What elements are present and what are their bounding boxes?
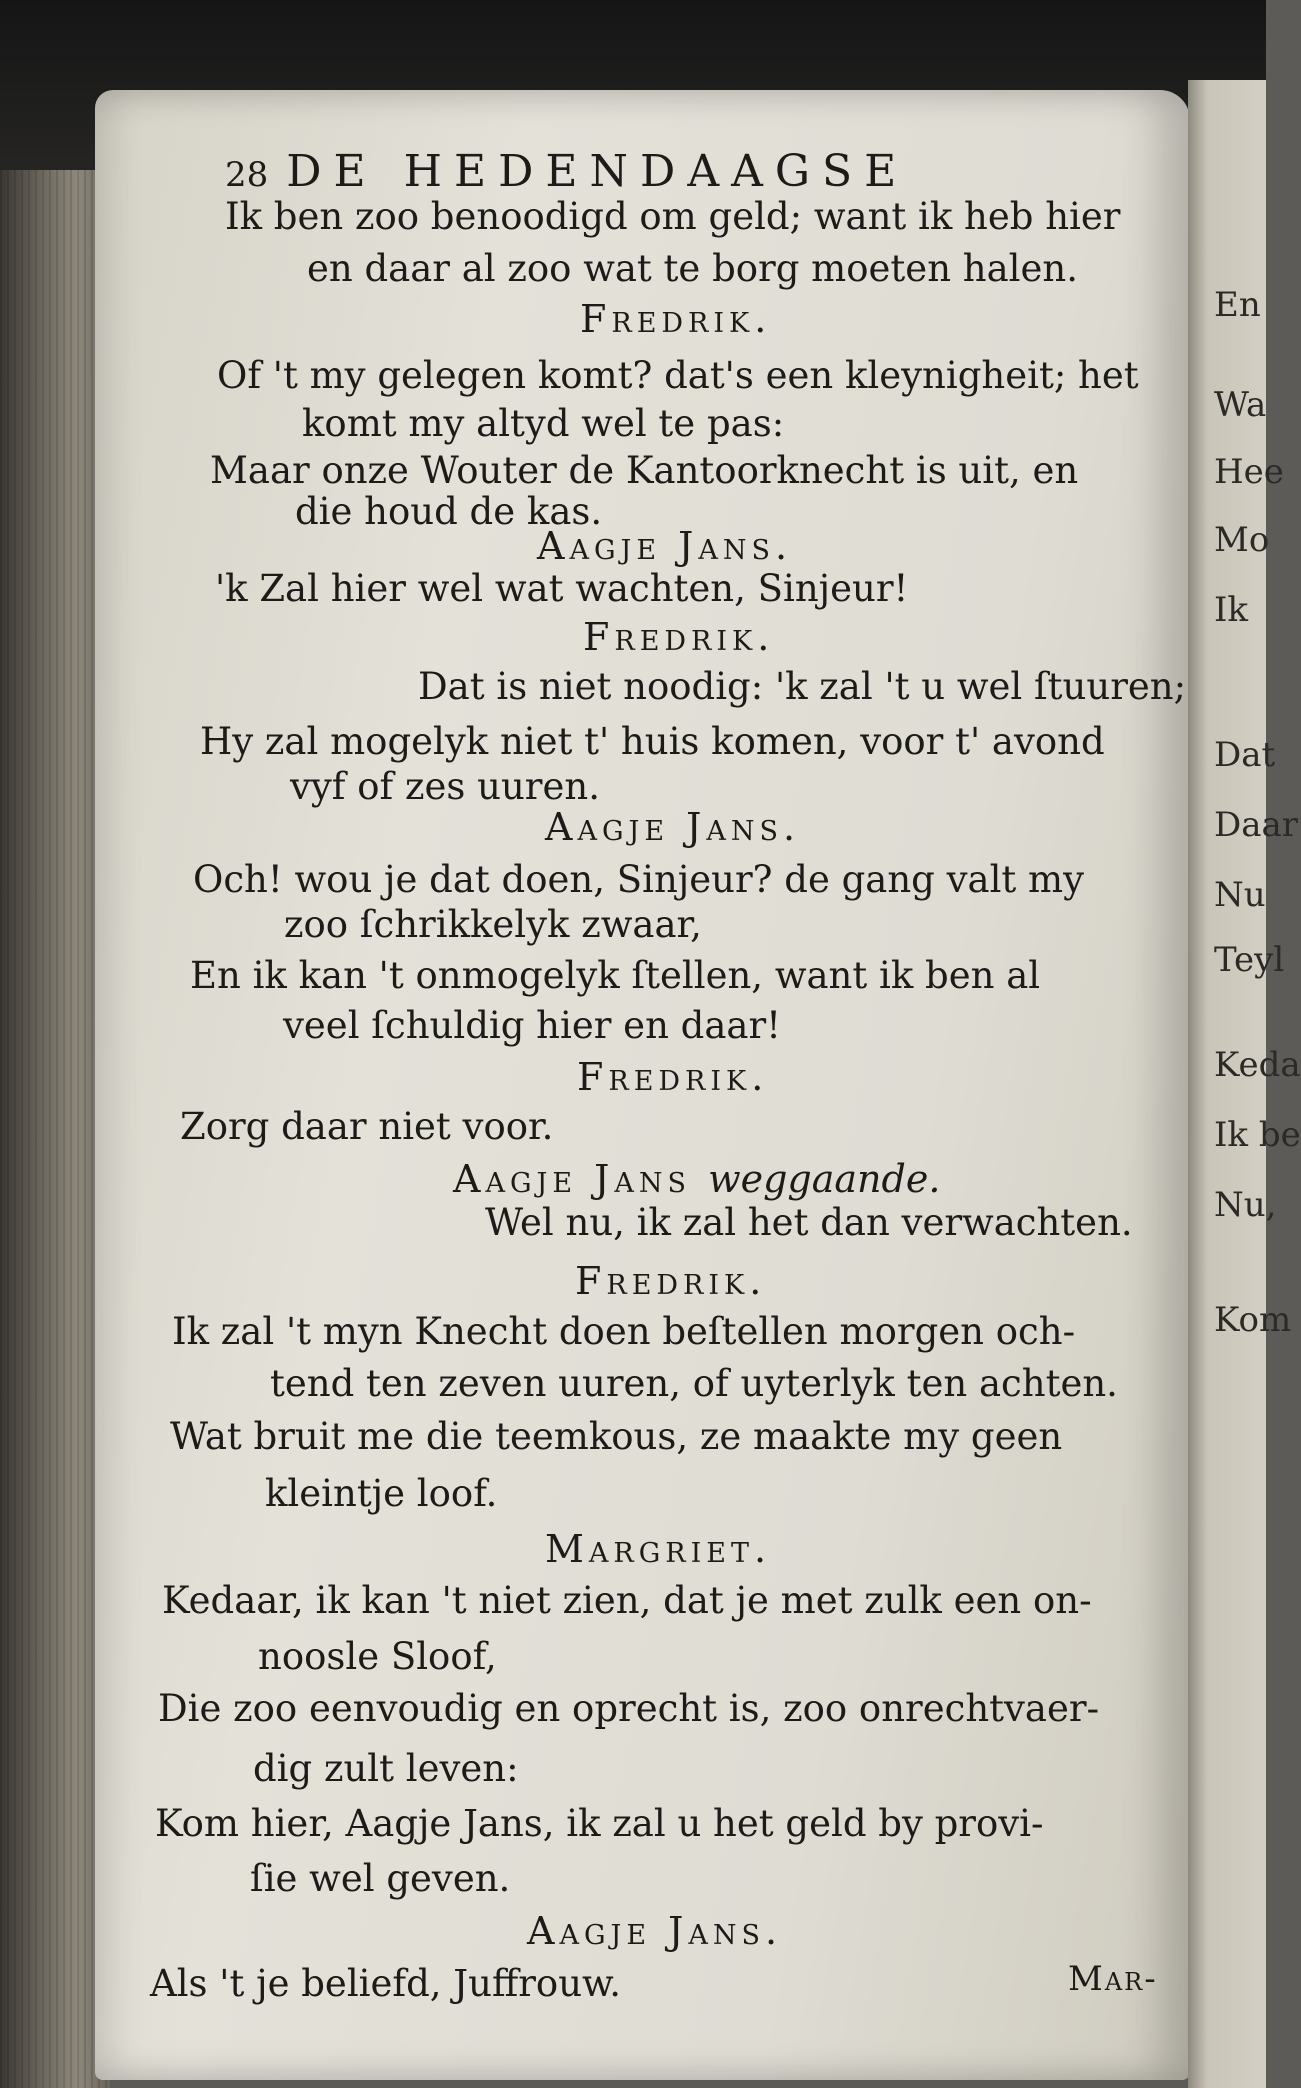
text-line: noosle Sloof, [258,1635,497,1678]
speaker-label: Aagje Jans [453,1157,691,1201]
facing-fragment: En [1214,285,1261,325]
text-line: veel ſchuldig hier en daar! [283,1004,782,1047]
facing-fragment: Daar [1214,805,1299,845]
text-line: en daar al zoo wat te borg moeten halen. [307,247,1079,290]
facing-fragment: Wa [1214,385,1267,425]
text-line: Wel nu, ik zal het dan verwachten. [485,1201,1133,1244]
facing-fragment: Dat [1214,735,1276,775]
facing-fragment: Mo [1214,520,1270,560]
text-line: Als 't je beliefd, Juffrouw. [150,1962,622,2005]
speaker-name: Fredrik. [583,615,775,659]
text-line: Wat bruit me die teemkous, ze maakte my geen [170,1415,1063,1458]
speaker-name: Aagje Jans. [527,1909,783,1953]
stage-direction: weggaande. [708,1157,941,1201]
text-line: komt my altyd wel te pas: [302,402,785,445]
facing-fragment: Keda [1214,1045,1301,1085]
text-line: dig zult leven: [253,1747,519,1790]
text-line: Of 't my gelegen komt? dat's een kleynigheit; het [217,354,1139,397]
text-line: Hy zal mogelyk niet t' huis komen, voor t' avond [200,720,1105,763]
facing-fragment: Teyl [1214,940,1285,980]
text-line: Die zoo eenvoudig en oprecht is, zoo onrechtvaer- [158,1687,1100,1730]
speaker-name: Aagje Jans. [537,524,793,568]
speaker-name: Fredrik. [575,1259,767,1303]
catchword: Mar- [1068,1959,1158,1999]
text-line: Maar onze Wouter de Kantoorknecht is uit, en [210,449,1079,492]
text-line: tend ten zeven uuren, of uyterlyk ten achten. [270,1362,1118,1405]
text-line: 'k Zal hier wel wat wachten, Sinjeur! [215,567,909,610]
text-line: die houd de kas. [295,490,603,533]
text-line: zoo ſchrikkelyk zwaar, [284,903,702,946]
text-line: Ik ben zoo benoodigd om geld; want ik heb hier [225,195,1121,238]
speaker-name: Margriet. [545,1527,772,1571]
speaker-name: Fredrik. [577,1055,769,1099]
facing-fragment: Ik be [1214,1115,1301,1155]
page-number: 28 [225,155,269,195]
text-line: kleintje loof. [265,1472,498,1515]
text-line: Ik zal 't myn Knecht doen beſtellen morgen och- [172,1310,1076,1353]
text-line: Och! wou je dat doen, Sinjeur? de gang valt my [193,858,1085,901]
speaker-name: Fredrik. [580,297,772,341]
text-line: Kedaar, ik kan 't niet zien, dat je met zulk een on- [162,1579,1092,1622]
text-line: Dat is niet noodig: 'k zal 't u wel ſtuuren; [418,665,1187,708]
text-line: Kom hier, Aagje Jans, ik zal u het geld by provi- [155,1802,1044,1845]
facing-fragment: Ik [1214,590,1249,630]
running-title: DE HEDENDAAGSE [286,146,909,197]
running-header [225,146,909,197]
text-line: ſie wel geven. [250,1857,511,1900]
speaker-name [453,1157,941,1201]
speaker-name: Aagje Jans. [545,805,801,849]
facing-fragment: Hee [1214,452,1284,492]
text-line: En ik kan 't onmogelyk ſtellen, want ik ben al [190,954,1041,997]
text-line: Zorg daar niet voor. [180,1105,554,1148]
facing-fragment: Nu [1214,875,1266,915]
facing-fragment: Kom [1214,1300,1292,1340]
facing-fragment: Nu, [1214,1185,1277,1225]
text-line: vyf of zes uuren. [290,765,600,808]
